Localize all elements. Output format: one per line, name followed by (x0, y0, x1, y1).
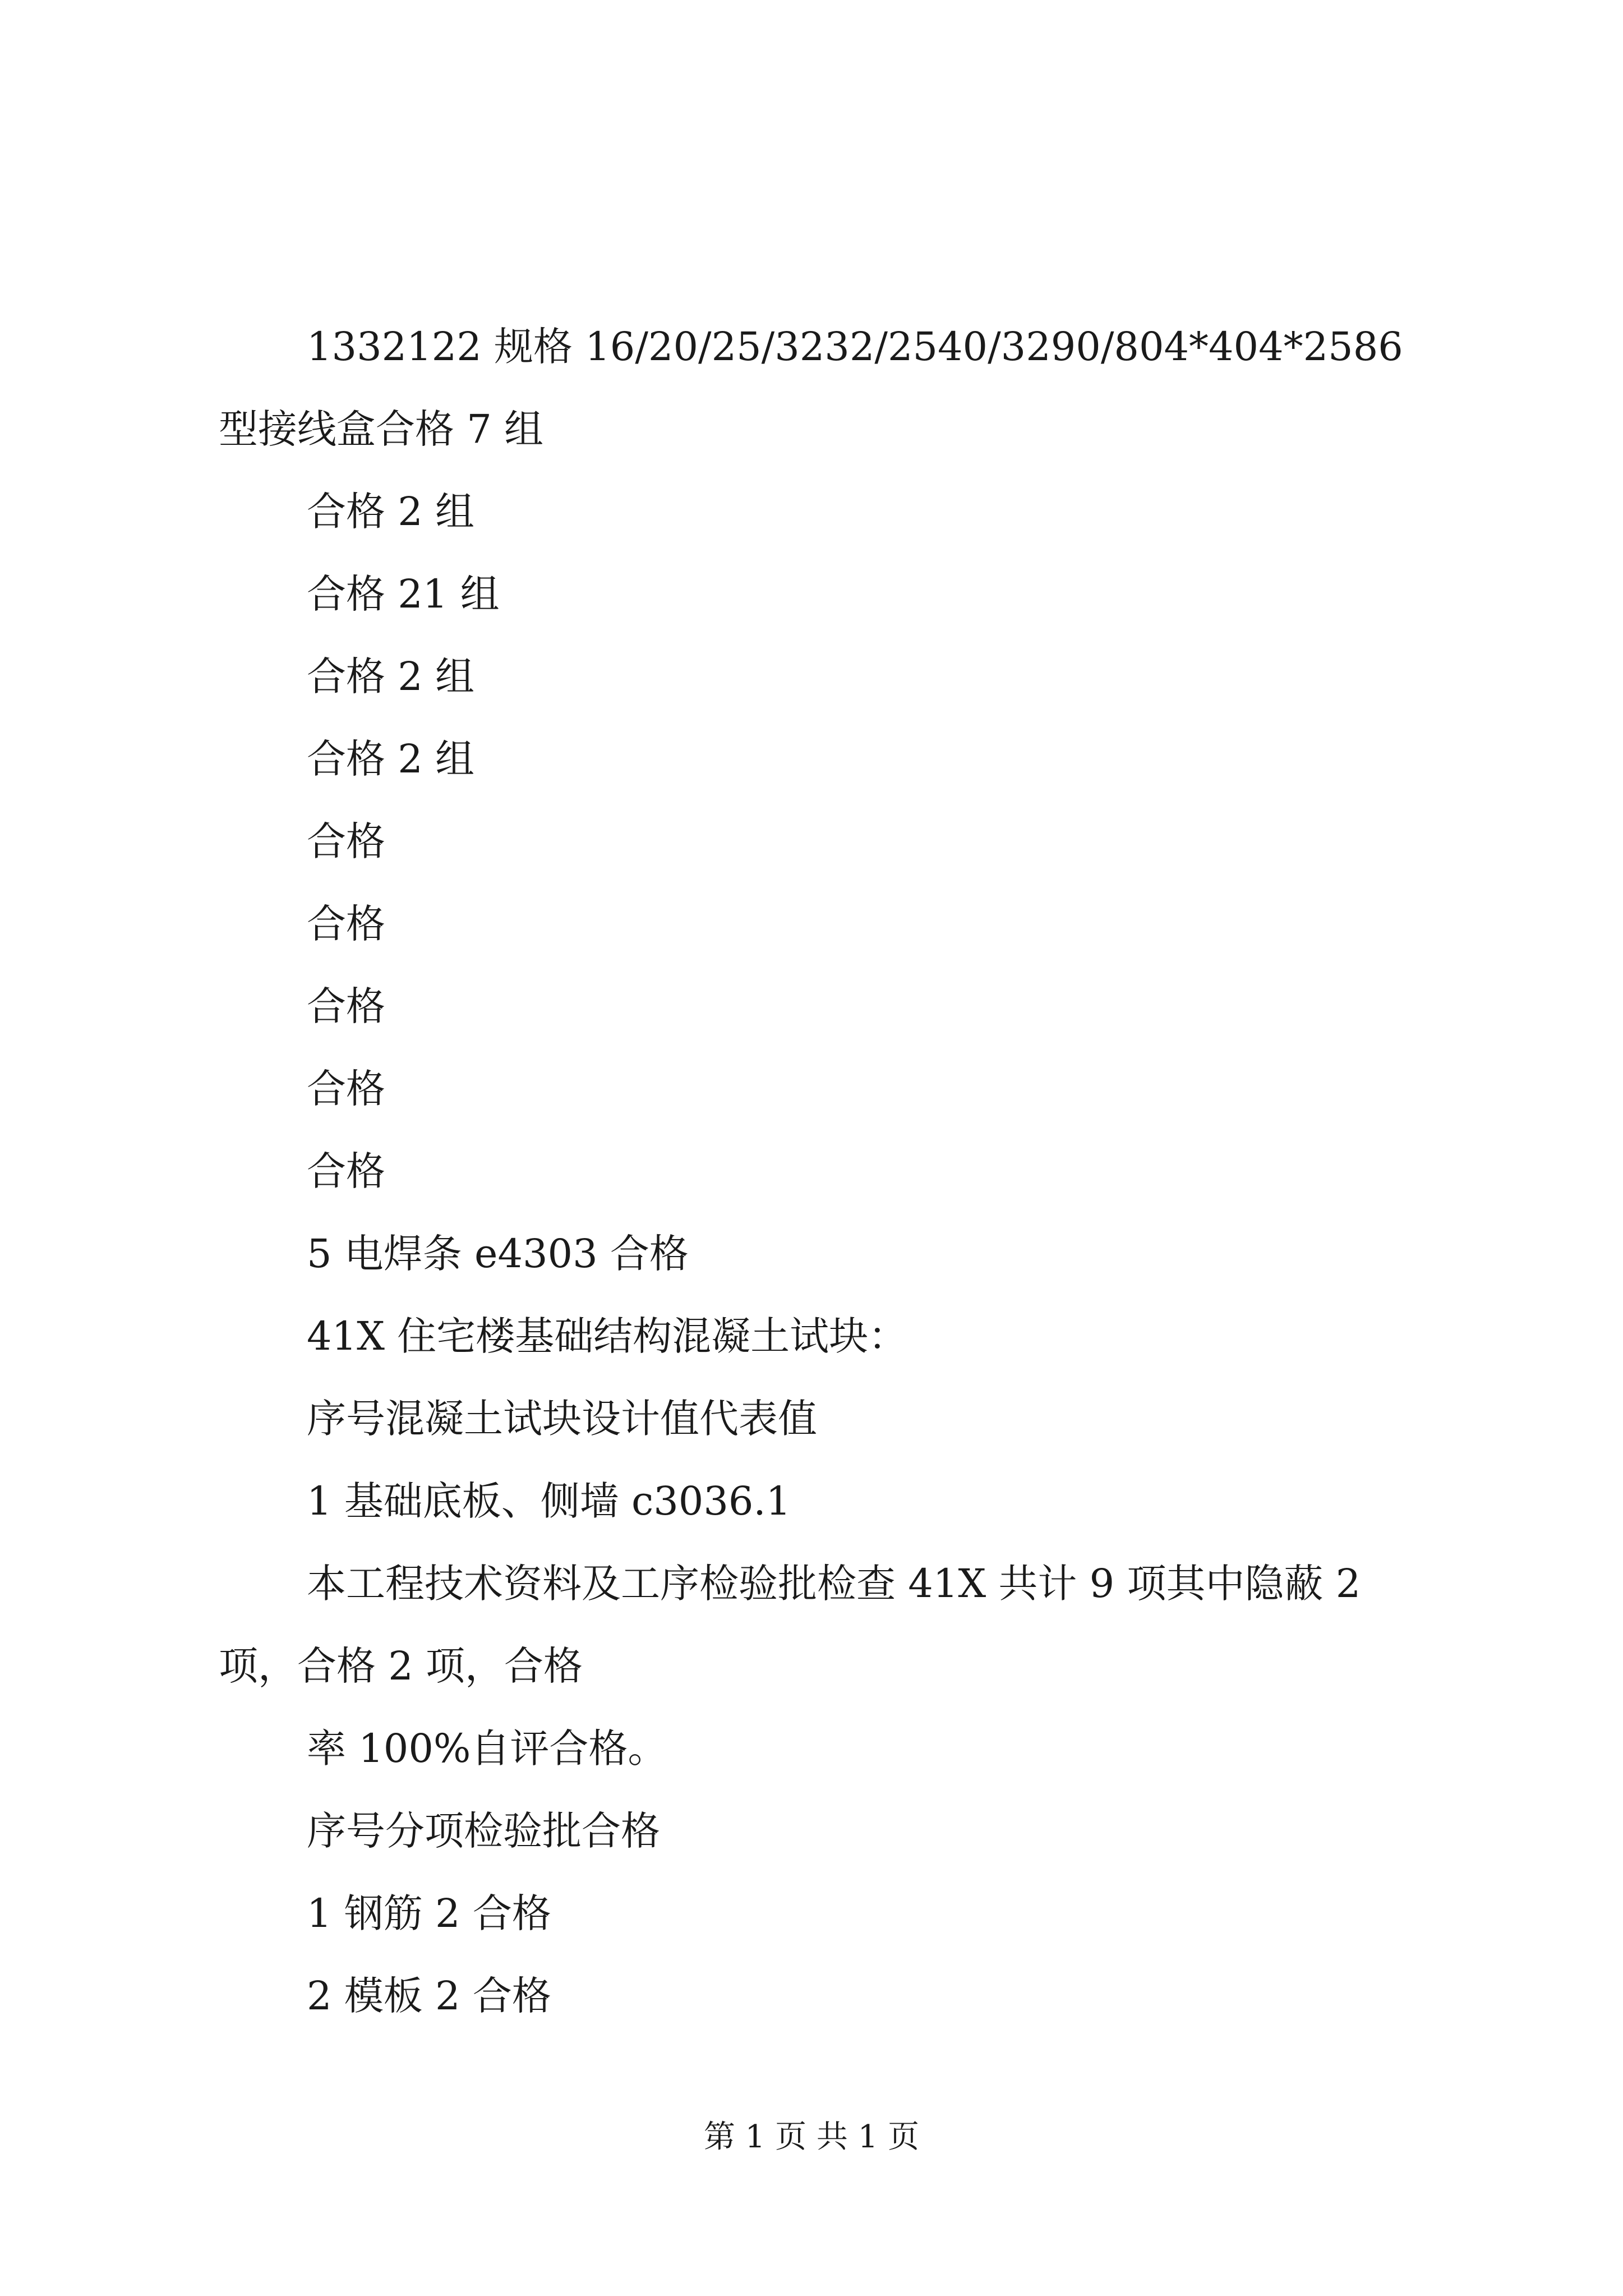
paragraph: 序号混凝土试块设计值代表值 (307, 1396, 817, 1442)
paragraph: 合格 (307, 1066, 385, 1112)
page-number-footer: 第 1 页 共 1 页 (703, 2119, 920, 2155)
paragraph: 合格 (307, 818, 385, 864)
paragraph: 2 模板 2 合格 (307, 1973, 551, 2019)
paragraph: 合格 2 组 (307, 489, 475, 535)
paragraph: 合格 2 组 (307, 654, 475, 700)
paragraph: 本工程技术资料及工序检验批检查 41X 共计 9 项其中隐蔽 2 项，合格 2 项，合格 (219, 1561, 1361, 1689)
paragraph: 1 基础底板、侧墙 c3036.1 (307, 1478, 791, 1524)
document-body (219, 306, 1410, 2037)
paragraph: 5 电焊条 e4303 合格 (307, 1231, 689, 1277)
paragraph: 41X 住宅楼基础结构混凝土试块： (307, 1313, 908, 1359)
paragraph: 1332122 规格 16/20/25/3232/2540/3290/804*404*2586 型接线盒合格 7 组 (219, 324, 1403, 452)
paragraph: 1 钢筋 2 合格 (307, 1890, 551, 1936)
paragraph: 合格 (307, 983, 385, 1029)
paragraph: 合格 2 组 (307, 736, 475, 782)
paragraph: 合格 (307, 1148, 385, 1194)
paragraph: 序号分项检验批合格 (307, 1808, 660, 1854)
paragraph: 合格 21 组 (307, 571, 500, 617)
paragraph: 率 100%自评合格。 (307, 1726, 667, 1772)
paragraph: 合格 (307, 901, 385, 947)
